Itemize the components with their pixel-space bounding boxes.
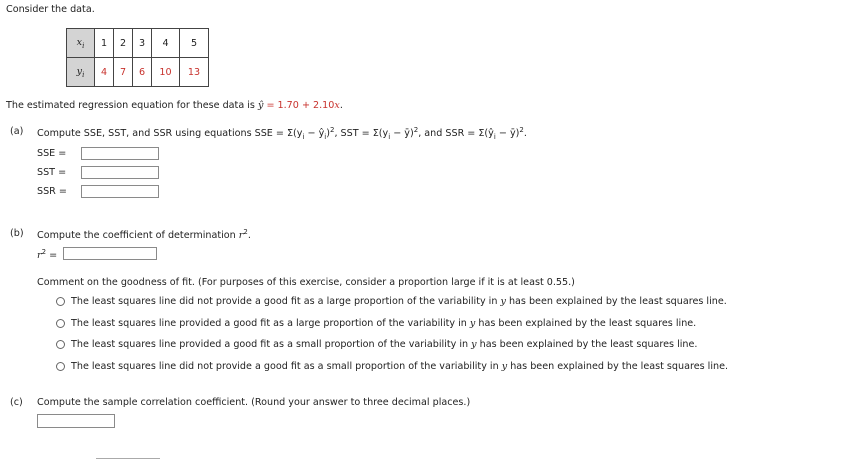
regression-equation: The estimated regression equation for these data is ŷ = 1.70 + 2.10x. — [6, 100, 343, 111]
x-cell: 2 — [114, 29, 133, 58]
y-cell: 4 — [95, 58, 114, 87]
r2-label: $r^2$ = — [37, 248, 58, 262]
table-row-x — [67, 29, 209, 58]
y-cell: 6 — [133, 58, 152, 87]
data-table — [66, 28, 209, 87]
scroll-divider — [96, 458, 160, 459]
x-cell: 3 — [133, 29, 152, 58]
sse-input[interactable] — [81, 147, 159, 160]
ssr-label: SSR = — [37, 186, 67, 197]
sst-label: SST = — [37, 167, 67, 178]
comment-prompt: Comment on the goodness of fit. (For purposes of this exercise, consider a proportion large if it is at least 0.55.) — [37, 277, 575, 288]
part-a-label: (a) — [10, 126, 24, 137]
option-text-2: The least squares line provided a good fit as a large proportion of the variability in y has been explained by the least squares line. — [71, 318, 697, 329]
x-cell: 1 — [95, 29, 114, 58]
table-row-y — [67, 58, 209, 87]
y-cell: 7 — [114, 58, 133, 87]
part-a-prompt: Compute SSE, SST, and SSR using equations SSE = $\Sigma(y_i$ − $ŷ_i)^2$, SST = $\Sigma(y_i$ − ȳ)$^2$, and SSR = $\Sigma(ŷ_i$ − ȳ)$^2$. — [37, 126, 527, 142]
x-cell: 4 — [152, 29, 180, 58]
option-text-3: The least squares line provided a good fit as a small proportion of the variability in y has been explained by the least squares line. — [71, 339, 698, 350]
part-c-label: (c) — [10, 397, 23, 408]
y-cell: 10 — [152, 58, 180, 87]
part-b-label: (b) — [10, 228, 24, 239]
sse-label: SSE = — [37, 148, 67, 159]
correlation-input[interactable] — [37, 414, 115, 428]
option-text-4: The least squares line did not provide a good fit as a small proportion of the variability in y has been explained by the least squares line. — [71, 361, 729, 372]
r2-input[interactable] — [63, 247, 157, 260]
radio-option-3[interactable] — [56, 340, 65, 349]
sst-input[interactable] — [81, 166, 159, 179]
radio-option-4[interactable] — [56, 362, 65, 371]
radio-option-2[interactable] — [56, 319, 65, 328]
radio-option-1[interactable] — [56, 297, 65, 306]
part-c-prompt: Compute the sample correlation coefficient. (Round your answer to three decimal places.) — [37, 397, 471, 408]
x-header: $x_i$ — [67, 29, 95, 58]
part-b-prompt: Compute the coefficient of determination $r^2$. — [37, 228, 251, 242]
option-text-1: The least squares line did not provide a good fit as a large proportion of the variability in y has been explained by the least squares line. — [71, 296, 727, 307]
x-cell: 5 — [180, 29, 209, 58]
y-cell: 13 — [180, 58, 209, 87]
ssr-input[interactable] — [81, 185, 159, 198]
y-header: $y_i$ — [67, 58, 95, 87]
intro-text: Consider the data. — [6, 4, 95, 15]
